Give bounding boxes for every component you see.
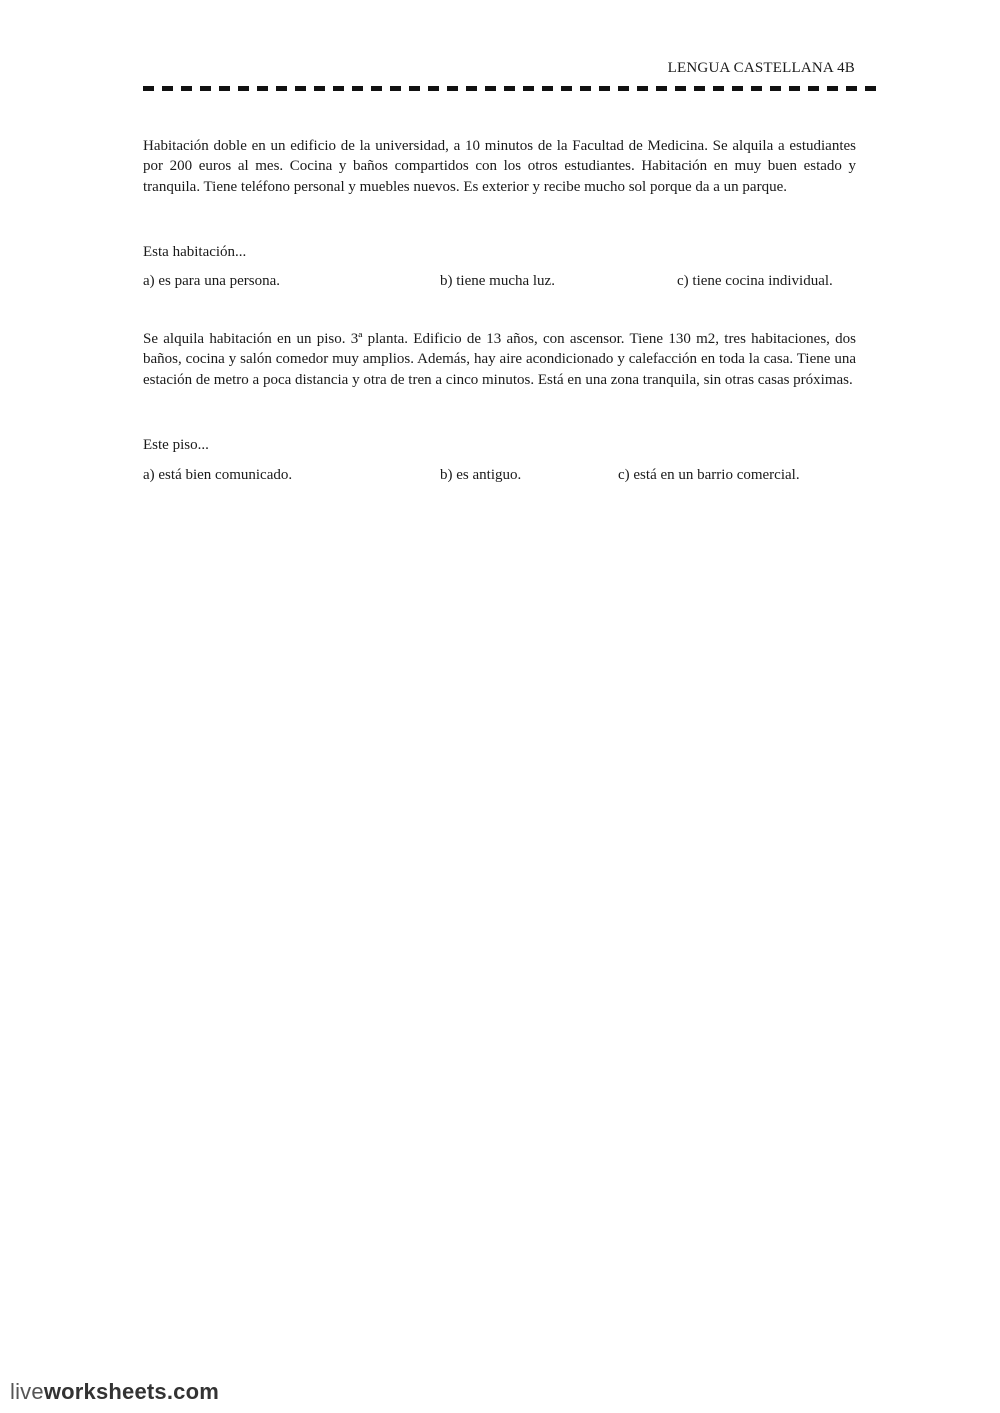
question-stem-2: Este piso... (143, 437, 209, 453)
liveworksheets-watermark (10, 1379, 219, 1405)
option-2-a[interactable]: a) está bien comunicado. (143, 467, 293, 483)
question-stem-1: Esta habitación... (143, 244, 247, 260)
passage-2: Se alquila habitación en un piso. 3ª planta. Edificio de 13 años, con ascensor. Tiene 130 m2, tres habitaciones, dos baños, cocina y salón comedor muy amplios. Además, hay aire acondicionado y calefacción en toda la casa. Tiene una estación de metro a poca distancia y otra de tren a cinco minutos. Está en una zona tranquila, sin otras casas próximas. (143, 331, 856, 388)
watermark-light-text: live (10, 1379, 44, 1404)
dashed-divider (143, 86, 880, 91)
watermark-bold-text: worksheets.com (43, 1379, 220, 1404)
option-2-c[interactable]: c) está en un barrio comercial. (618, 467, 800, 483)
passage-1: Habitación doble en un edificio de la universidad, a 10 minutos de la Facultad de Medicina. Se alquila a estudiantes por 200 euros al mes. Cocina y baños compartidos con los otros estudiantes. Habitación en muy buen estado y tranquila. Tiene teléfono personal y muebles nuevos. Es exterior y recibe mucho sol porque da a un parque. (143, 138, 856, 195)
option-1-c[interactable]: c) tiene cocina individual. (677, 273, 833, 289)
option-2-b[interactable]: b) es antiguo. (440, 467, 522, 483)
option-1-b[interactable]: b) tiene mucha luz. (440, 273, 555, 289)
option-1-a[interactable]: a) es para una persona. (143, 273, 281, 289)
page-header-title: LENGUA CASTELLANA 4B (667, 60, 855, 76)
